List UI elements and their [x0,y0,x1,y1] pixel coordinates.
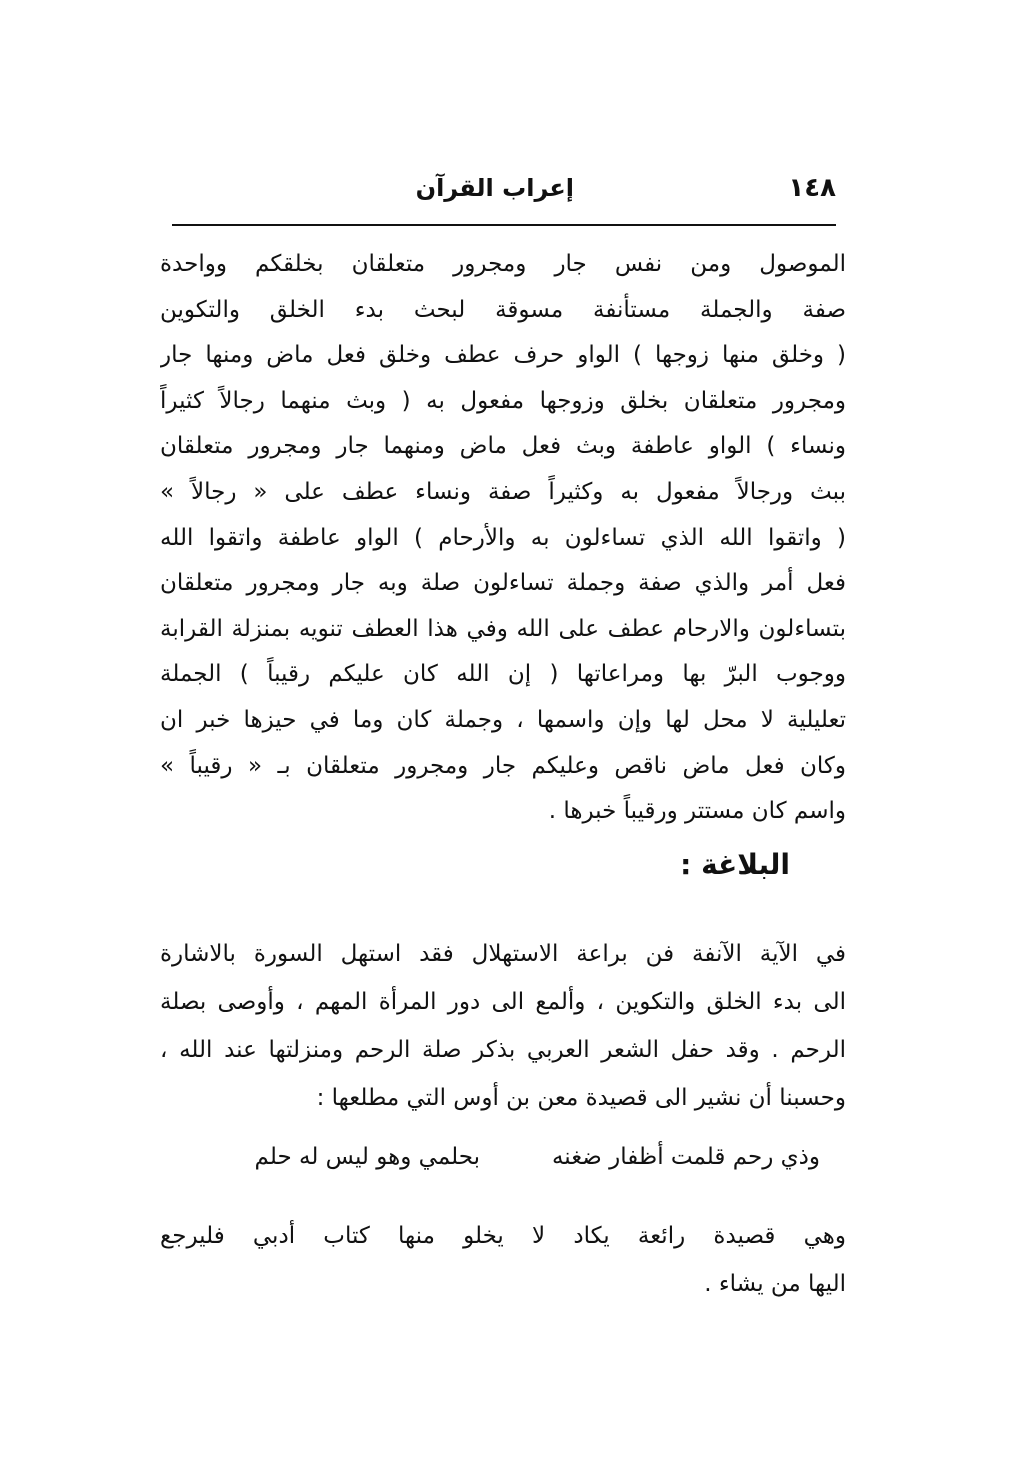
text-line: ومجرور متعلقان بخلق وزوجها مفعول به ( وبث منهما رجالاً كثيراً [160,387,846,414]
text-line: ووجوب البرّ بها ومراعاتها ( إن الله كان عليكم رقيباً ) الجملة [160,661,846,688]
closing-paragraph [160,1212,846,1308]
section-heading-balagha: البلاغة : [680,848,790,881]
page-number: ١٤٨ [788,173,836,203]
text-line: فعل أمر والذي صفة وجملة تساءلون صلة وبه جار ومجرور متعلقان [160,570,846,597]
text-line: واسم كان مستتر ورقيباً خبرها . [548,798,846,825]
verse-second-hemistich: بحلمي وهو ليس له حلم [254,1144,480,1170]
text-line: في الآية الآنفة فن براعة الاستهلال فقد استهل السورة بالاشارة [160,941,846,967]
text-line: اليها من يشاء . [704,1271,846,1297]
poetry-verse [190,1133,830,1181]
verse-first-hemistich: وذي رحم قلمت أظفار ضغنه [551,1144,820,1170]
text-line: الى بدء الخلق والتكوين ، وألمع الى دور المرأة المهم ، وأوصى بصلة [160,989,846,1015]
header-rule [172,224,836,226]
text-line: تعليلية لا محل لها وإن واسمها ، وجملة كان وما في حيزها خبر ان [160,706,846,733]
text-line: وحسبنا أن نشير الى قصيدة معن بن أوس التي مطلعها : [316,1085,846,1111]
text-line: ( وخلق منها زوجها ) الواو حرف عطف وخلق فعل ماض ومنها جار [160,342,846,369]
text-line: وكان فعل ماض ناقص وعليكم جار ومجرور متعلقان بـ « رقيباً » [160,752,846,779]
text-line: الموصول ومن نفس جار ومجرور متعلقان بخلقكم وواحدة [160,251,846,277]
text-line: بتساءلون والارحام عطف على الله وفي هذا العطف تنويه بمنزلة القرابة [160,615,846,642]
running-title: إعراب القرآن [415,174,574,202]
text-line: وهي قصيدة رائعة يكاد لا يخلو منها كتاب أدبي فليرجع [160,1223,846,1249]
text-line: الرحم . وقد حفل الشعر العربي بذكر صلة الرحم ومنزلتها عند الله ، [160,1037,846,1063]
page-header [172,168,836,212]
text-line: ( واتقوا الله الذي تساءلون به والأرحام ) الواو عاطفة واتقوا الله [160,524,846,551]
text-line: صفة والجملة مستأنفة مسوقة لبحث بدء الخلق والتكوين [160,296,846,323]
text-line: ببث ورجالاً مفعول به وكثيراً صفة ونساء عطف على « رجالاً » [160,478,846,505]
irab-paragraph [160,242,846,835]
text-line: ونساء ) الواو عاطفة وبث فعل ماض ومنهما جار ومجرور متعلقان [160,433,846,460]
balagha-paragraph [160,930,846,1122]
